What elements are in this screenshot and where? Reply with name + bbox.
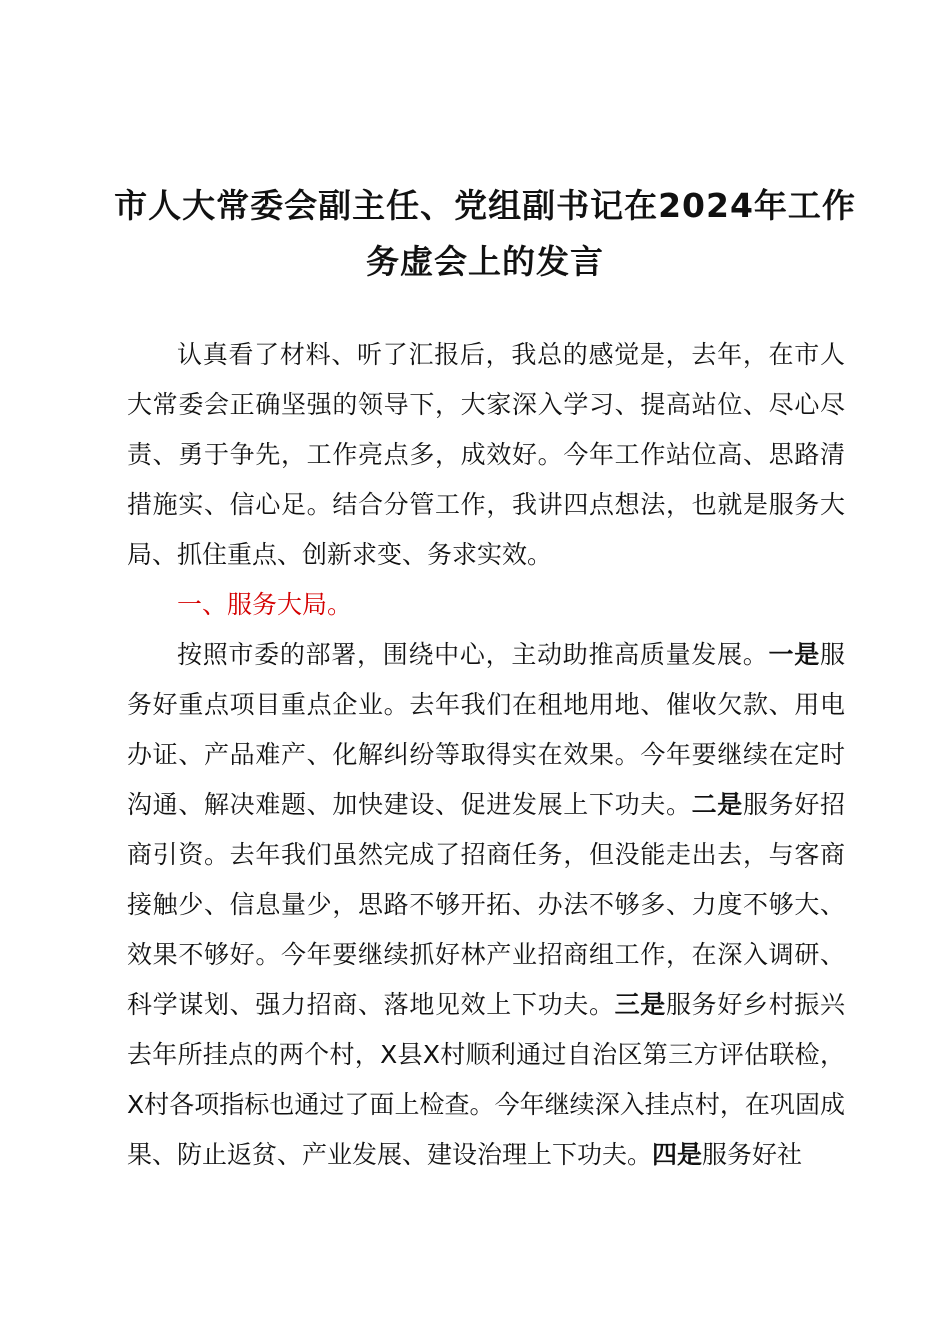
section-paragraph bbox=[127, 630, 845, 1180]
point-lead: 二是 bbox=[691, 790, 743, 819]
document-body bbox=[127, 330, 845, 1180]
paragraph-text: 服务好社 bbox=[702, 1140, 803, 1169]
point-lead: 一是 bbox=[768, 640, 820, 669]
intro-paragraph: 认真看了材料、听了汇报后，我总的感觉是，去年，在市人大常委会正确坚强的领导下，大家深入学习、提高站位、尽心尽责、勇于争先，工作亮点多，成效好。今年工作站位高、思路清措施实、信心足。结合分管工作，我讲四点想法，也就是服务大局、抓住重点、创新求变、务求实效。 bbox=[127, 340, 845, 569]
point-lead: 三是 bbox=[614, 990, 666, 1019]
section-heading: 一、服务大局。 bbox=[177, 590, 353, 619]
document-title: 市人大常委会副主任、党组副书记在2024年工作务虚会上的发言 bbox=[114, 186, 856, 281]
paragraph-text: 服务好乡村振兴去年所挂点的两个村，X县X村顺利通过自治区第三方评估联检，X村各项指标也通过了面上检查。今年继续深入挂点村，在巩固成果、防止返贫、产业发展、建设治理上下功夫。 bbox=[127, 990, 845, 1169]
paragraph-text: 按照市委的部署，围绕中心，主动助推高质量发展。 bbox=[177, 640, 769, 669]
paragraph-text: 服务好重点项目重点企业。去年我们在租地用地、催收欠款、用电办证、产品难产、化解纠纷等取得实在效果。今年要继续在定时沟通、解决难题、加快建设、促进发展上下功夫。 bbox=[127, 640, 845, 819]
paragraph-text: 服务好招商引资。去年我们虽然完成了招商任务，但没能走出去，与客商接触少、信息量少，思路不够开拓、办法不够多、力度不够大、效果不够好。今年要继续抓好林产业招商组工作，在深入调研、科学谋划、强力招商、落地见效上下功夫。 bbox=[127, 790, 845, 1019]
point-lead: 四是 bbox=[652, 1140, 703, 1169]
